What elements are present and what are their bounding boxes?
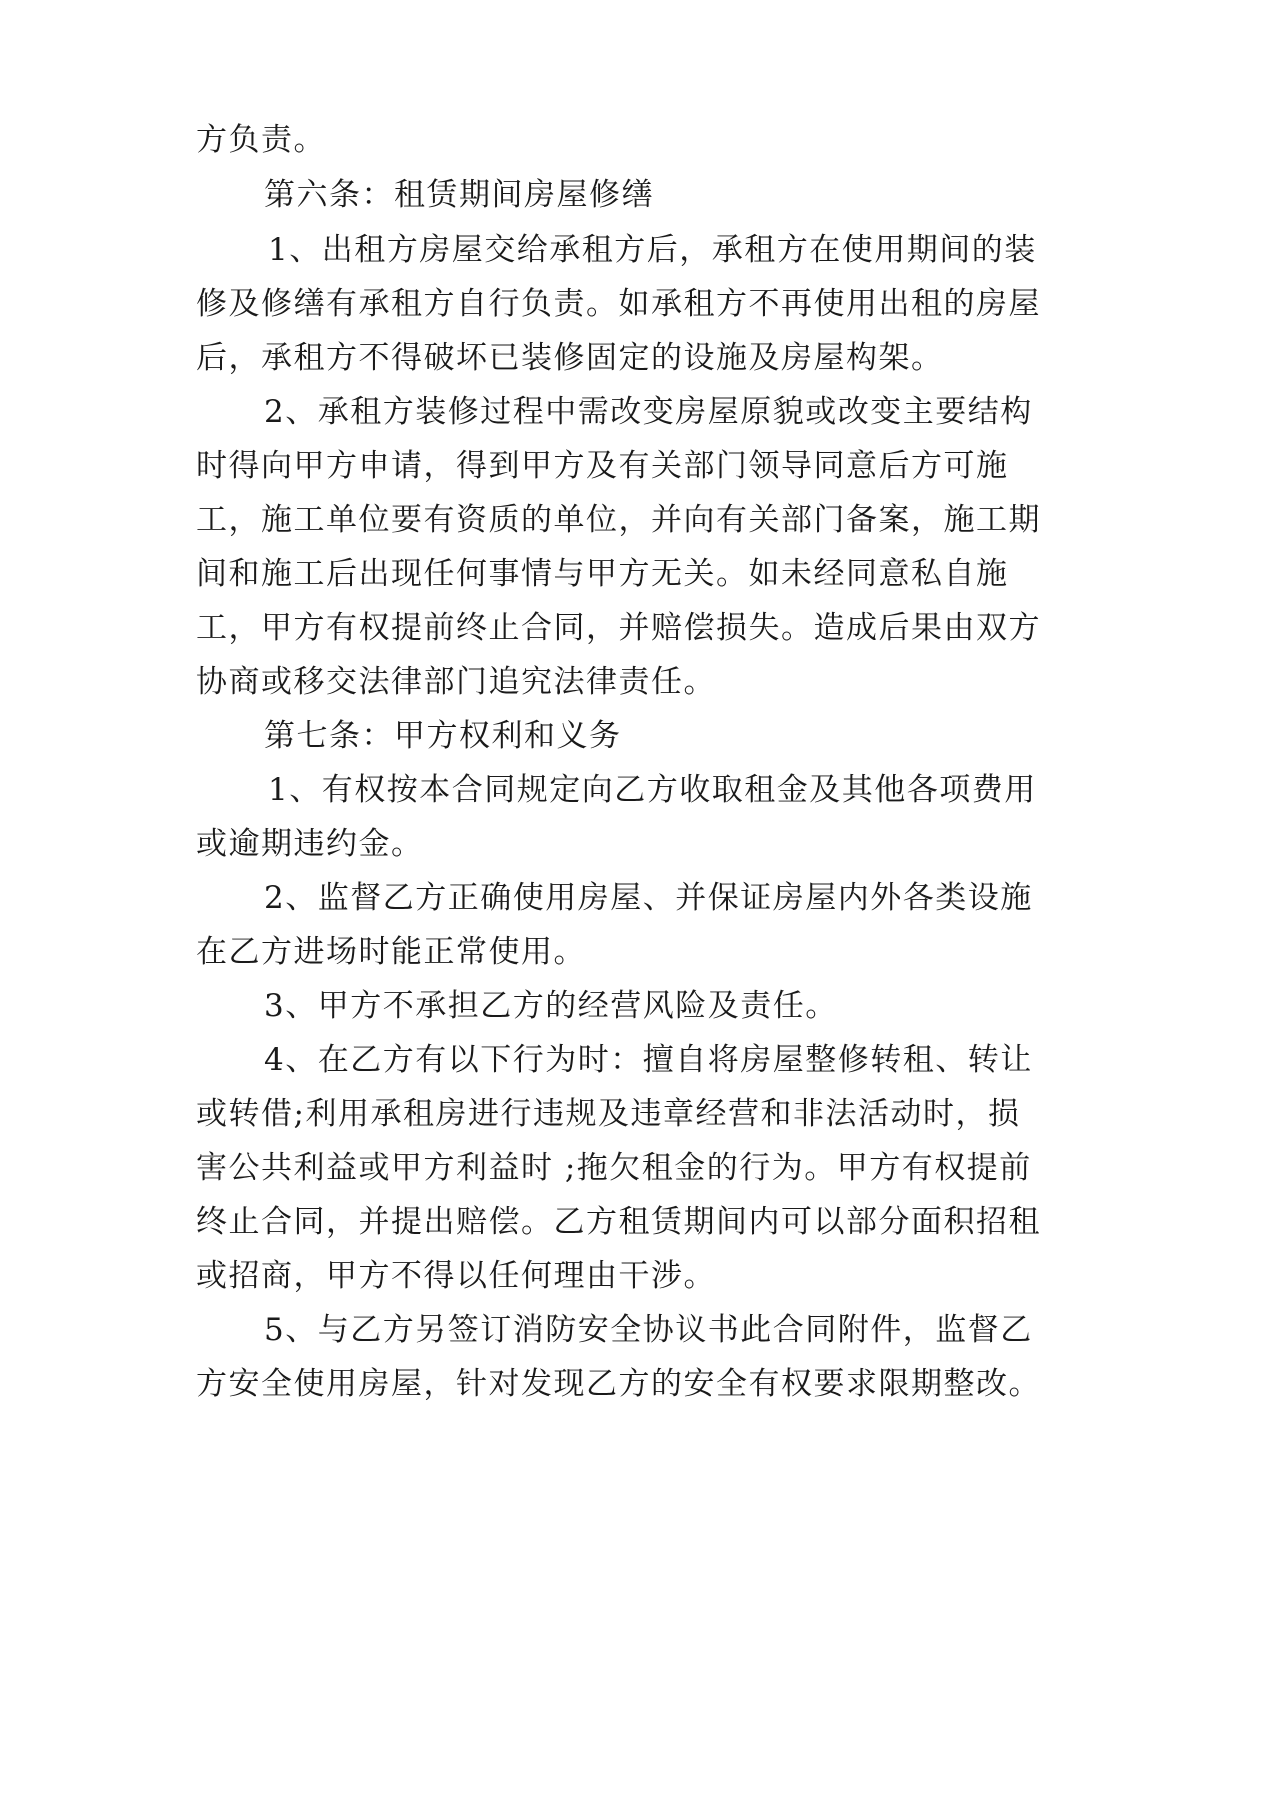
article-7-clause-2-line-2: 在乙方进场时能正常使用。 <box>196 934 586 970</box>
article-7-clause-2-line-1: 2、监督乙方正确使用房屋、并保证房屋内外各类设施 <box>264 880 1033 916</box>
article-7-clause-5-line-2: 方安全使用房屋，针对发现乙方的安全有权要求限期整改。 <box>196 1366 1041 1402</box>
article-7-clause-4-line-2: 或转借;利用承租房进行违规及违章经营和非法活动时，损 <box>196 1096 1021 1132</box>
article-6-clause-1-line-3: 后，承租方不得破坏已装修固定的设施及房屋构架。 <box>196 340 944 376</box>
article-7-clause-5-line-1: 5、与乙方另签订消防安全协议书此合同附件，监督乙 <box>264 1312 1033 1348</box>
article-6-clause-2-line-3: 工，施工单位要有资质的单位，并向有关部门备案，施工期 <box>196 502 1041 538</box>
article-6-clause-2-line-5: 工，甲方有权提前终止合同，并赔偿损失。造成后果由双方 <box>196 610 1041 646</box>
article-7-clause-4-line-1: 4、在乙方有以下行为时：擅自将房屋整修转租、转让 <box>264 1042 1033 1078</box>
article-6-clause-1-line-2: 修及修缮有承租方自行负责。如承租方不再使用出租的房屋 <box>196 286 1041 322</box>
article-6-clause-2-line-2: 时得向甲方申请，得到甲方及有关部门领导同意后方可施 <box>196 448 1009 484</box>
article-7-clause-4-line-5: 或招商，甲方不得以任何理由干涉。 <box>196 1258 716 1294</box>
article-6-clause-1-line-1: 1、出租方房屋交给承租方后，承租方在使用期间的装 <box>268 232 1037 268</box>
article-7-clause-1-line-1: 1、有权按本合同规定向乙方收取租金及其他各项费用 <box>268 772 1037 808</box>
article-6-heading: 第六条：租赁期间房屋修缮 <box>264 177 654 213</box>
article-6-clause-2-line-4: 间和施工后出现任何事情与甲方无关。如未经同意私自施 <box>196 556 1009 592</box>
article-7-heading: 第七条：甲方权利和义务 <box>264 718 622 754</box>
paragraph-continuation-line: 方负责。 <box>196 122 326 158</box>
article-7-clause-4-line-3: 害公共利益或甲方利益时 ;拖欠租金的行为。甲方有权提前 <box>196 1150 1032 1186</box>
article-7-clause-1-line-2: 或逾期违约金。 <box>196 826 424 862</box>
article-7-clause-4-line-4: 终止合同，并提出赔偿。乙方租赁期间内可以部分面积招租 <box>196 1204 1041 1240</box>
article-6-clause-2-line-6: 协商或移交法律部门追究法律责任。 <box>196 664 716 700</box>
article-6-clause-2-line-1: 2、承租方装修过程中需改变房屋原貌或改变主要结构 <box>264 394 1033 430</box>
article-7-clause-3: 3、甲方不承担乙方的经营风险及责任。 <box>264 988 838 1024</box>
